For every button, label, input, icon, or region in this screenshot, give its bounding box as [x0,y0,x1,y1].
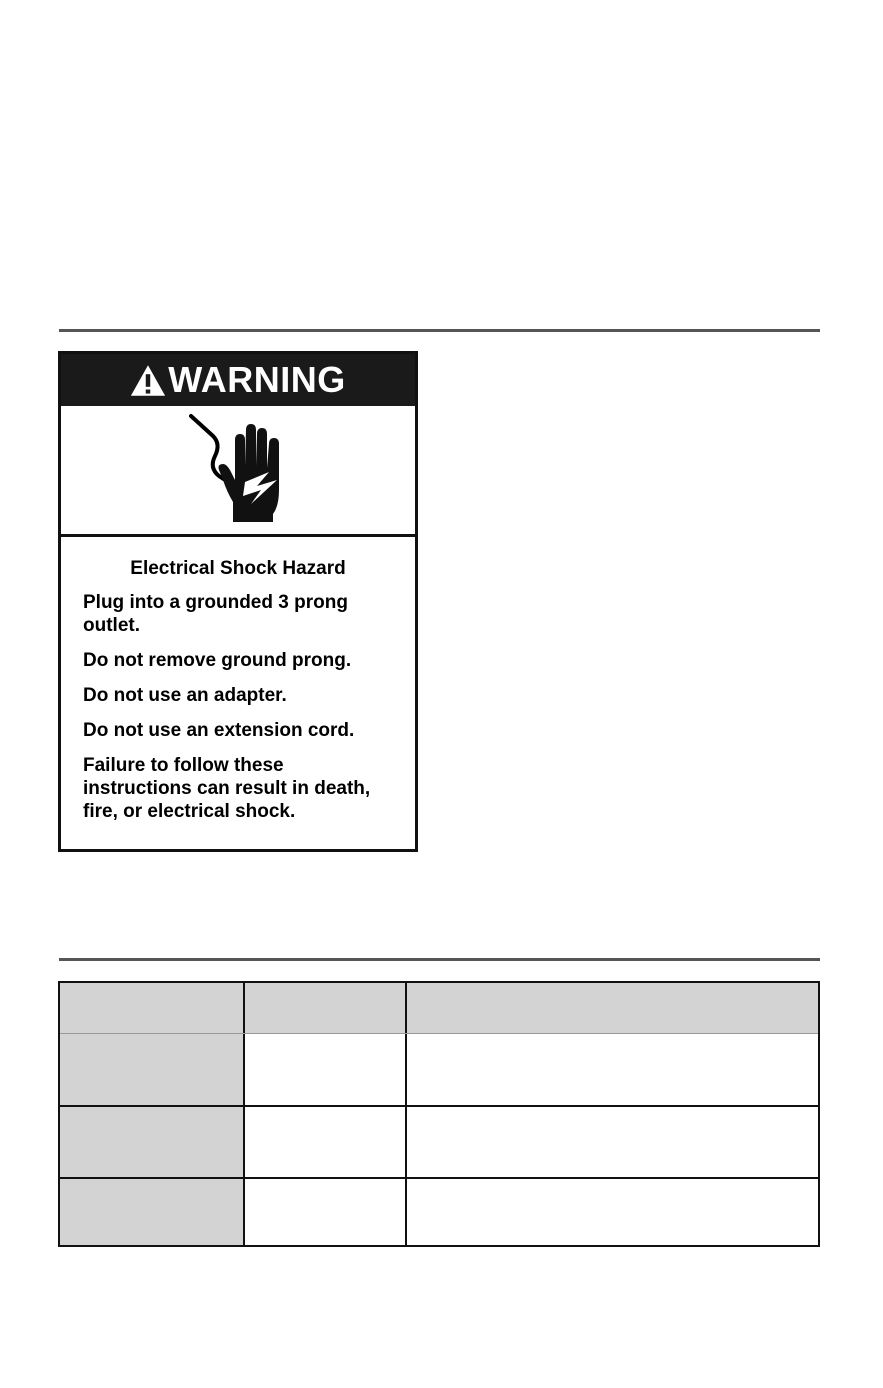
table-cell [60,1107,245,1177]
table-cell [407,1034,818,1105]
table-cell [245,1179,407,1245]
table-header-row [60,983,818,1033]
instruction-adapter: Do not use an adapter. [83,685,287,706]
table-cell [60,1179,245,1245]
table-cell [245,1107,407,1177]
table-cell [407,1179,818,1245]
warning-text [61,537,415,823]
table-row [60,1107,818,1177]
table-cell [407,1107,818,1177]
table-row [60,1034,818,1105]
warning-header [61,354,415,406]
instruction-extension-cord: Do not use an extension cord. [83,720,355,741]
table-cell [60,1034,245,1105]
specification-table [58,981,820,1247]
table-cell [245,1034,407,1105]
warning-title: WARNING [168,359,346,400]
instruction-grounded-outlet: Plug into a grounded 3 prong outlet. [83,592,348,636]
header-cell [245,983,407,1033]
shock-pictogram [61,406,415,537]
top-divider [59,329,820,332]
middle-divider [59,958,820,961]
header-cell [407,983,818,1033]
warning-label [58,351,418,852]
header-cell [60,983,245,1033]
warning-triangle-icon [130,364,166,397]
electrical-shock-hand-icon [183,410,293,530]
table-row [60,1179,818,1245]
instruction-ground-prong: Do not remove ground prong. [83,650,352,671]
hazard-title: Electrical Shock Hazard [130,558,346,579]
instruction-failure-consequence: Failure to follow these instructions can result in death, fire, or electrical shock. [83,755,371,822]
